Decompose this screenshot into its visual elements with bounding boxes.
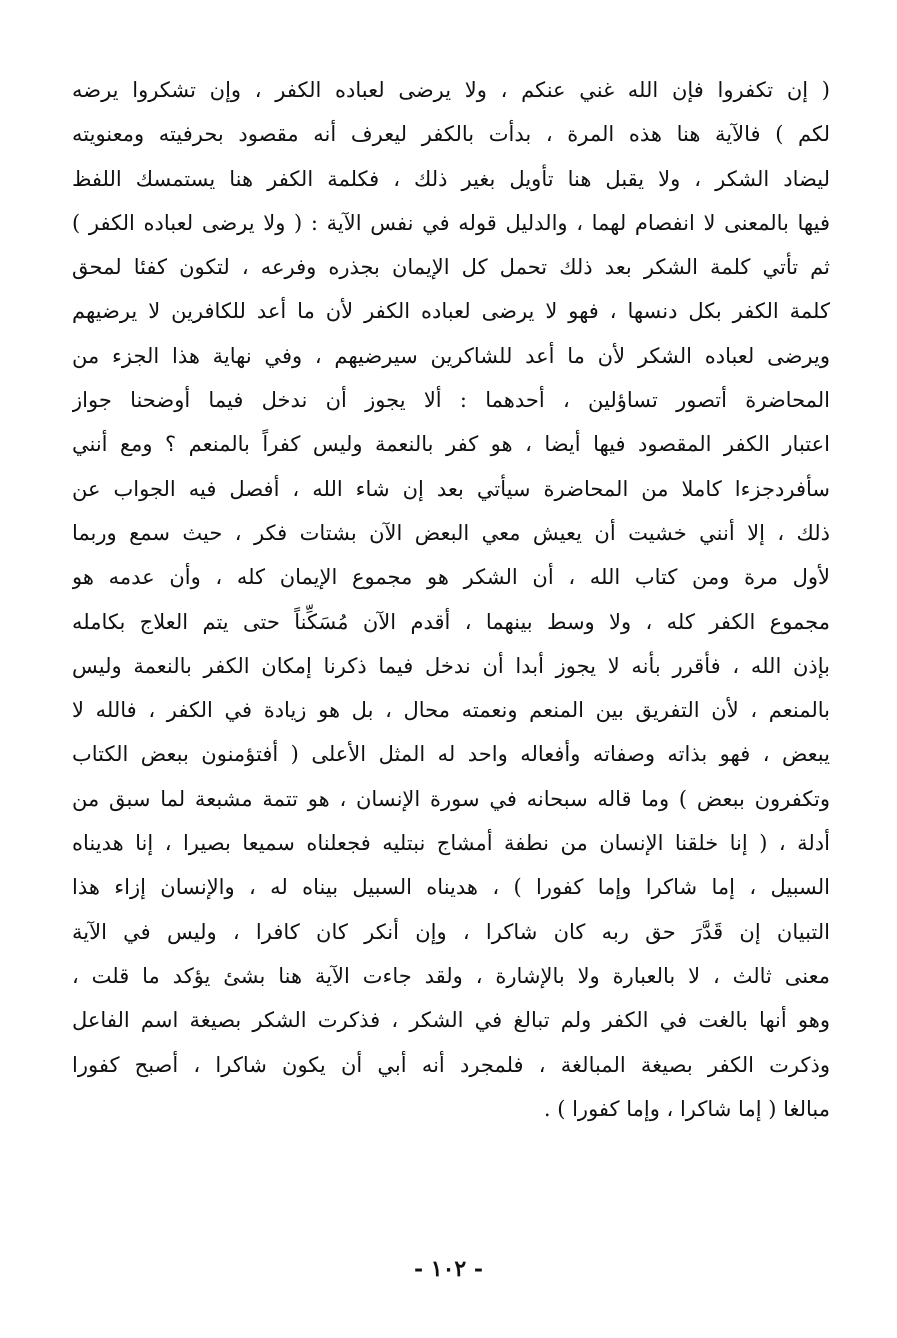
text-line-6: كلمة الكفر بكل دنسها ، فهو لا يرضى لعباده الكفر لأن ما أعد للكافرين لا يرضيهم [72,299,830,324]
text-line-12: لأول مرة ومن كتاب الله ، أن الشكر هو مجموع الإيمان كله ، وأن عدمه هو [72,565,830,590]
text-line-4: فيها بالمعنى لا انفصام لهما ، والدليل قوله في نفس الآية : ( ولا يرضى لعباده الكفر ) [72,210,830,235]
text-line-13: مجموع الكفر كله ، ولا وسط بينهما ، أقدم الآن مُسَكِّناً حتى يتم العلاج بكامله [72,609,830,634]
text-line-18: أدلة ، ( إنا خلقنا الإنسان من نطفة أمشاج نبتليه فجعلناه سميعا بصيرا ، إنا هديناه [72,831,830,856]
text-line-14: بإذن الله ، فأقرر بأنه لا يجوز أبدا أن ندخل فيما ذكرنا إمكان الكفر بالنعمة وليس [72,653,830,678]
text-line-3: ليضاد الشكر ، ولا يقبل هنا تأويل بغير ذلك ، فكلمة الكفر هنا يستمسك اللفظ [72,166,830,191]
text-line-15: بالمنعم ، لأن التفريق بين المنعم ونعمته محال ، بل هو زيادة في الكفر ، فالله لا [72,698,830,723]
page-number: - ١٠٢ - [413,1256,484,1282]
text-line-24: مبالغا ( إما شاكرا ، وإما كفورا ) . [543,1096,830,1121]
text-line-1: ( إن تكفروا فإن الله غني عنكم ، ولا يرضى لعباده الكفر ، وإن تشكروا يرضه [72,78,830,102]
body-text [72,68,830,1131]
text-line-8: المحاضرة أتصور تساؤلين ، أحدهما : ألا يجوز أن ندخل فيما أوضحنا جواز [72,388,830,413]
text-line-22: وهو أنها بالغت في الكفر ولم تبالغ في الشكر ، فذكرت الشكر بصيغة اسم الفاعل [72,1008,830,1033]
text-line-17: وتكفرون ببعض ) وما قاله سبحانه في سورة الإنسان ، هو تتمة مشبعة لما سبق من [72,786,830,811]
text-line-2: لكم ) فالآية هنا هذه المرة ، بدأت بالكفر ليعرف أنه مقصود بحرفيته ومعنويته [72,122,830,147]
text-line-16: يبعض ، فهو بذاته وصفاته وأفعاله واحد له المثل الأعلى ( أفتؤمنون ببعض الكتاب [72,742,830,767]
text-line-5: ثم تأتي كلمة الشكر بعد ذلك تحمل كل الإيمان بجذره وفرعه ، لتكون كفئا لمحق [72,255,830,280]
text-line-20: التبيان إن قَدَّرَ حق ربه كان شاكرا ، وإن أنكر كان كافرا ، وليس في الآية [72,919,830,944]
text-line-23: وذكرت الكفر بصيغة المبالغة ، فلمجرد أنه أبي أن يكون شاكرا ، أصبح كفورا [72,1052,830,1077]
text-line-7: ويرضى لعباده الشكر لأن ما أعد للشاكرين سيرضيهم ، وفي نهاية هذا الجزء من [72,343,830,368]
text-line-19: السبيل ، إما شاكرا وإما كفورا ) ، هديناه السبيل بيناه له ، والإنسان إزاء هذا [72,875,830,900]
text-line-9: اعتبار الكفر المقصود فيها أيضا ، هو كفر بالنعمة وليس كفراً بالمنعم ؟ ومع أنني [72,432,830,457]
text-line-21: معنى ثالث ، لا بالعبارة ولا بالإشارة ، ولقد جاءت الآية هنا بشئ يؤكد ما قلت ، [72,963,830,988]
text-line-11: ذلك ، إلا أنني خشيت أن يعيش معي البعض الآن بشتات فكر ، حيث سمع وربما [72,520,830,545]
text-line-10: سأفردجزءا كاملا من المحاضرة سيأتي بعد إن شاء الله ، أفصل فيه الجواب عن [72,476,830,501]
